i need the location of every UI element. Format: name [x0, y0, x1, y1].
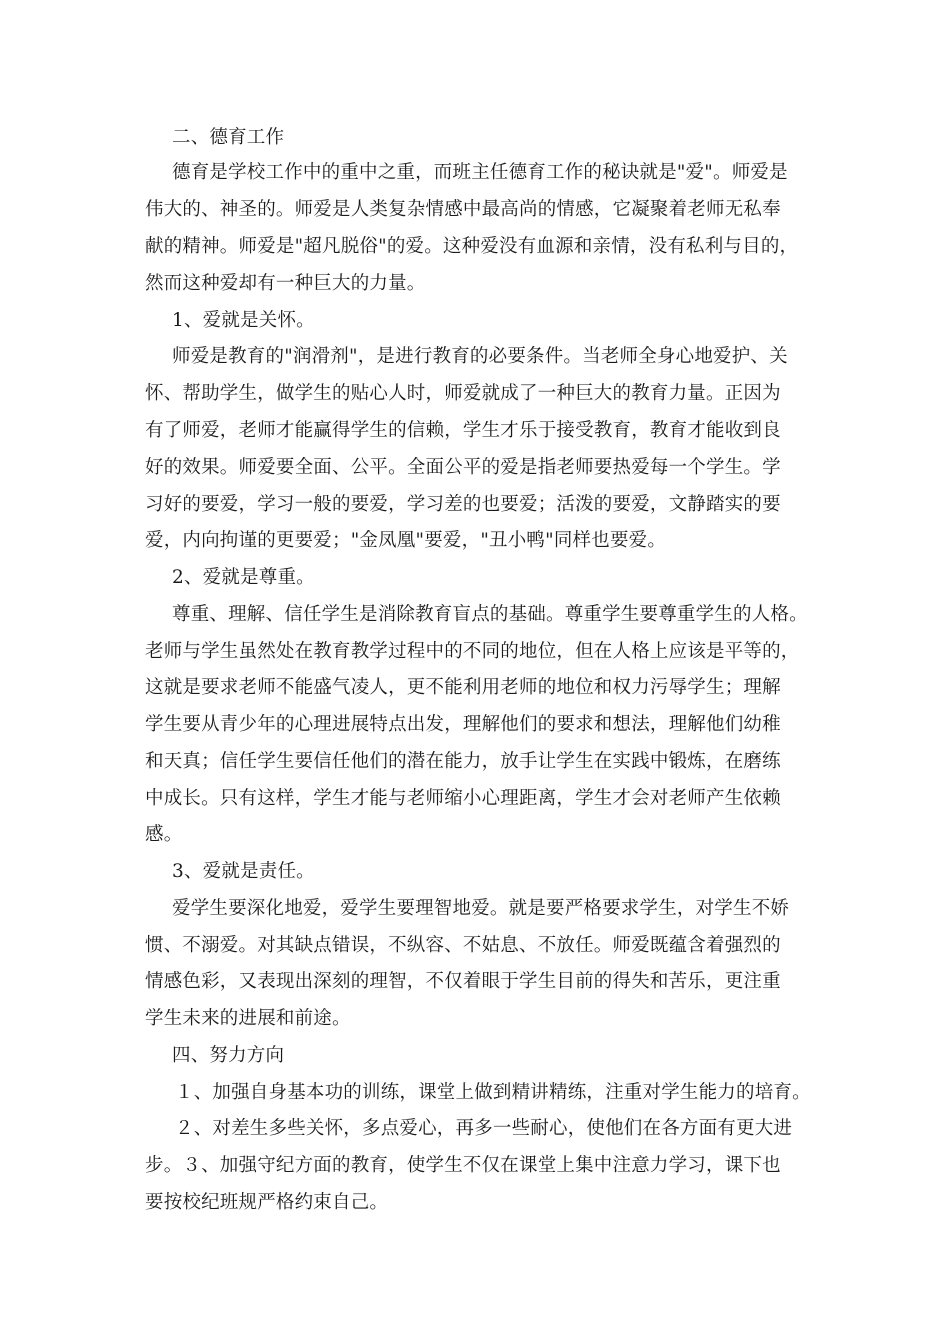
paragraph-line: 献的精神。师爱是"超凡脱俗"的爱。这种爱没有血源和亲情，没有私利与目的， — [145, 236, 799, 257]
paragraph-line: 中成长。只有这样，学生才能与老师缩小心理距离，学生才会对老师产生依赖 — [145, 788, 781, 809]
list-item: ２、对差生多些关怀，多点爱心，再多一些耐心，使他们在各方面有更大进 — [175, 1118, 793, 1139]
section-heading-direction: 四、努力方向 — [172, 1045, 285, 1066]
subheading-love-is-respect: 2、爱就是尊重。 — [172, 567, 315, 588]
paragraph-line: 怀、帮助学生，做学生的贴心人时，师爱就成了一种巨大的教育力量。正因为 — [145, 383, 781, 404]
paragraph-line: 师爱是教育的"润滑剂"，是进行教育的必要条件。当老师全身心地爱护、关 — [172, 346, 788, 367]
paragraph-line: 情感色彩，又表现出深刻的理智，不仅着眼于学生目前的得失和苦乐，更注重 — [145, 971, 781, 992]
list-item: 要按校纪班规严格约束自己。 — [145, 1192, 389, 1213]
paragraph-line: 习好的要爱，学习一般的要爱，学习差的也要爱；活泼的要爱，文静踏实的要 — [145, 494, 781, 515]
paragraph-line: 惯、不溺爱。对其缺点错误，不纵容、不姑息、不放任。师爱既蕴含着强烈的 — [145, 935, 781, 956]
paragraph-line: 爱学生要深化地爱，爱学生要理智地爱。就是要严格要求学生，对学生不娇 — [172, 898, 790, 919]
paragraph-line: 有了师爱，老师才能赢得学生的信赖，学生才乐于接受教育，教育才能收到良 — [145, 420, 781, 441]
list-item: 步。３、加强守纪方面的教育，使学生不仅在课堂上集中注意力学习，课下也 — [145, 1155, 781, 1176]
subheading-love-is-responsibility: 3、爱就是责任。 — [172, 861, 315, 882]
paragraph-line: 这就是要求老师不能盛气凌人，更不能利用老师的地位和权力污辱学生；理解 — [145, 677, 781, 698]
paragraph-line: 爱，内向拘谨的更要爱；"金凤凰"要爱，"丑小鸭"同样也要爱。 — [145, 530, 667, 551]
subheading-love-is-care: 1、爱就是关怀。 — [172, 310, 315, 331]
paragraph-line: 和天真；信任学生要信任他们的潜在能力，放手让学生在实践中锻炼，在磨练 — [145, 751, 781, 772]
paragraph-line: 老师与学生虽然处在教育教学过程中的不同的地位，但在人格上应该是平等的， — [145, 641, 800, 662]
paragraph-line: 德育是学校工作中的重中之重，而班主任德育工作的秘诀就是"爱"。师爱是 — [172, 162, 788, 183]
paragraph-line: 学生要从青少年的心理进展特点出发，理解他们的要求和想法，理解他们幼稚 — [145, 714, 781, 735]
paragraph-line: 好的效果。师爱要全面、公平。全面公平的爱是指老师要热爱每一个学生。学 — [145, 457, 781, 478]
paragraph-line: 学生未来的进展和前途。 — [145, 1008, 351, 1029]
paragraph-line: 伟大的、神圣的。师爱是人类复杂情感中最高尚的情感，它凝聚着老师无私奉 — [145, 199, 781, 220]
list-item: １、加强自身基本功的训练，课堂上做到精讲精练，注重对学生能力的培育。 — [175, 1082, 811, 1103]
paragraph-line: 尊重、理解、信任学生是消除教育盲点的基础。尊重学生要尊重学生的人格。 — [172, 604, 808, 625]
paragraph-line: 感。 — [145, 824, 183, 845]
section-heading-moral-education: 二、德育工作 — [172, 127, 285, 148]
paragraph-line: 然而这种爱却有一种巨大的力量。 — [145, 273, 426, 294]
